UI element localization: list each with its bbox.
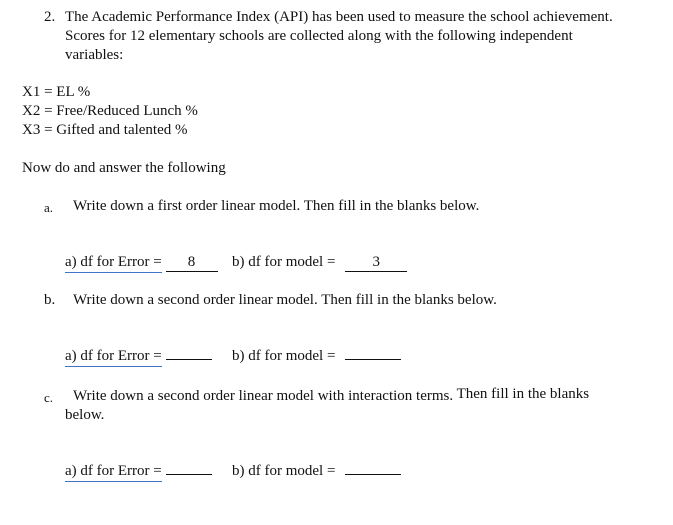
part-a-text: Write down a first order linear model. Then fill in the blanks below. — [73, 198, 480, 214]
intro-line-3: variables: — [65, 47, 124, 63]
part-c-text-line-1 — [73, 387, 589, 406]
part-a-df-error-label: a) df for Error = — [65, 254, 162, 270]
part-c-text-line-2: below. — [65, 407, 105, 423]
part-a-letter: a. — [44, 200, 54, 215]
part-c-text-a: Write down a second order linear model with interaction terms. — [73, 388, 454, 404]
part-b-letter: b. — [44, 292, 56, 308]
variable-x3: X3 = Gifted and talented % — [22, 122, 188, 138]
variable-x1: X1 = EL % — [22, 84, 91, 100]
part-b-df-error-label: a) df for Error = — [65, 348, 162, 364]
part-a-df-error-row — [65, 253, 218, 272]
part-c-letter: c. — [44, 390, 54, 405]
part-a-df-model-row — [232, 253, 407, 272]
part-c-df-error-field[interactable] — [166, 474, 212, 475]
part-a-df-model-label: b) df for model = — [232, 254, 336, 270]
part-c-df-model-field[interactable] — [345, 474, 401, 475]
part-c-df-error-row — [65, 462, 212, 481]
part-b-df-error-field[interactable] — [166, 359, 212, 360]
question-number: 2. — [44, 9, 56, 25]
intro-line-1: The Academic Performance Index (API) has been used to measure the school achievement. — [65, 9, 613, 25]
part-a-df-model-field[interactable]: 3 — [345, 254, 407, 272]
part-c-df-error-label: a) df for Error = — [65, 463, 162, 479]
part-c-text-b: Then fill in the blanks — [456, 386, 590, 402]
part-b-text: Write down a second order linear model. Then fill in the blanks below. — [73, 292, 497, 308]
instruction-text: Now do and answer the following — [22, 160, 226, 176]
variable-x2: X2 = Free/Reduced Lunch % — [22, 103, 198, 119]
part-c-df-model-label: b) df for model = — [232, 463, 336, 479]
part-a-df-error-field[interactable]: 8 — [166, 254, 218, 272]
intro-line-2: Scores for 12 elementary schools are collected along with the following independent — [65, 28, 573, 44]
part-b-df-model-field[interactable] — [345, 359, 401, 360]
part-c-df-model-row — [232, 462, 401, 481]
part-b-df-model-row — [232, 347, 401, 366]
part-b-df-error-row — [65, 347, 212, 366]
part-b-df-model-label: b) df for model = — [232, 348, 336, 364]
